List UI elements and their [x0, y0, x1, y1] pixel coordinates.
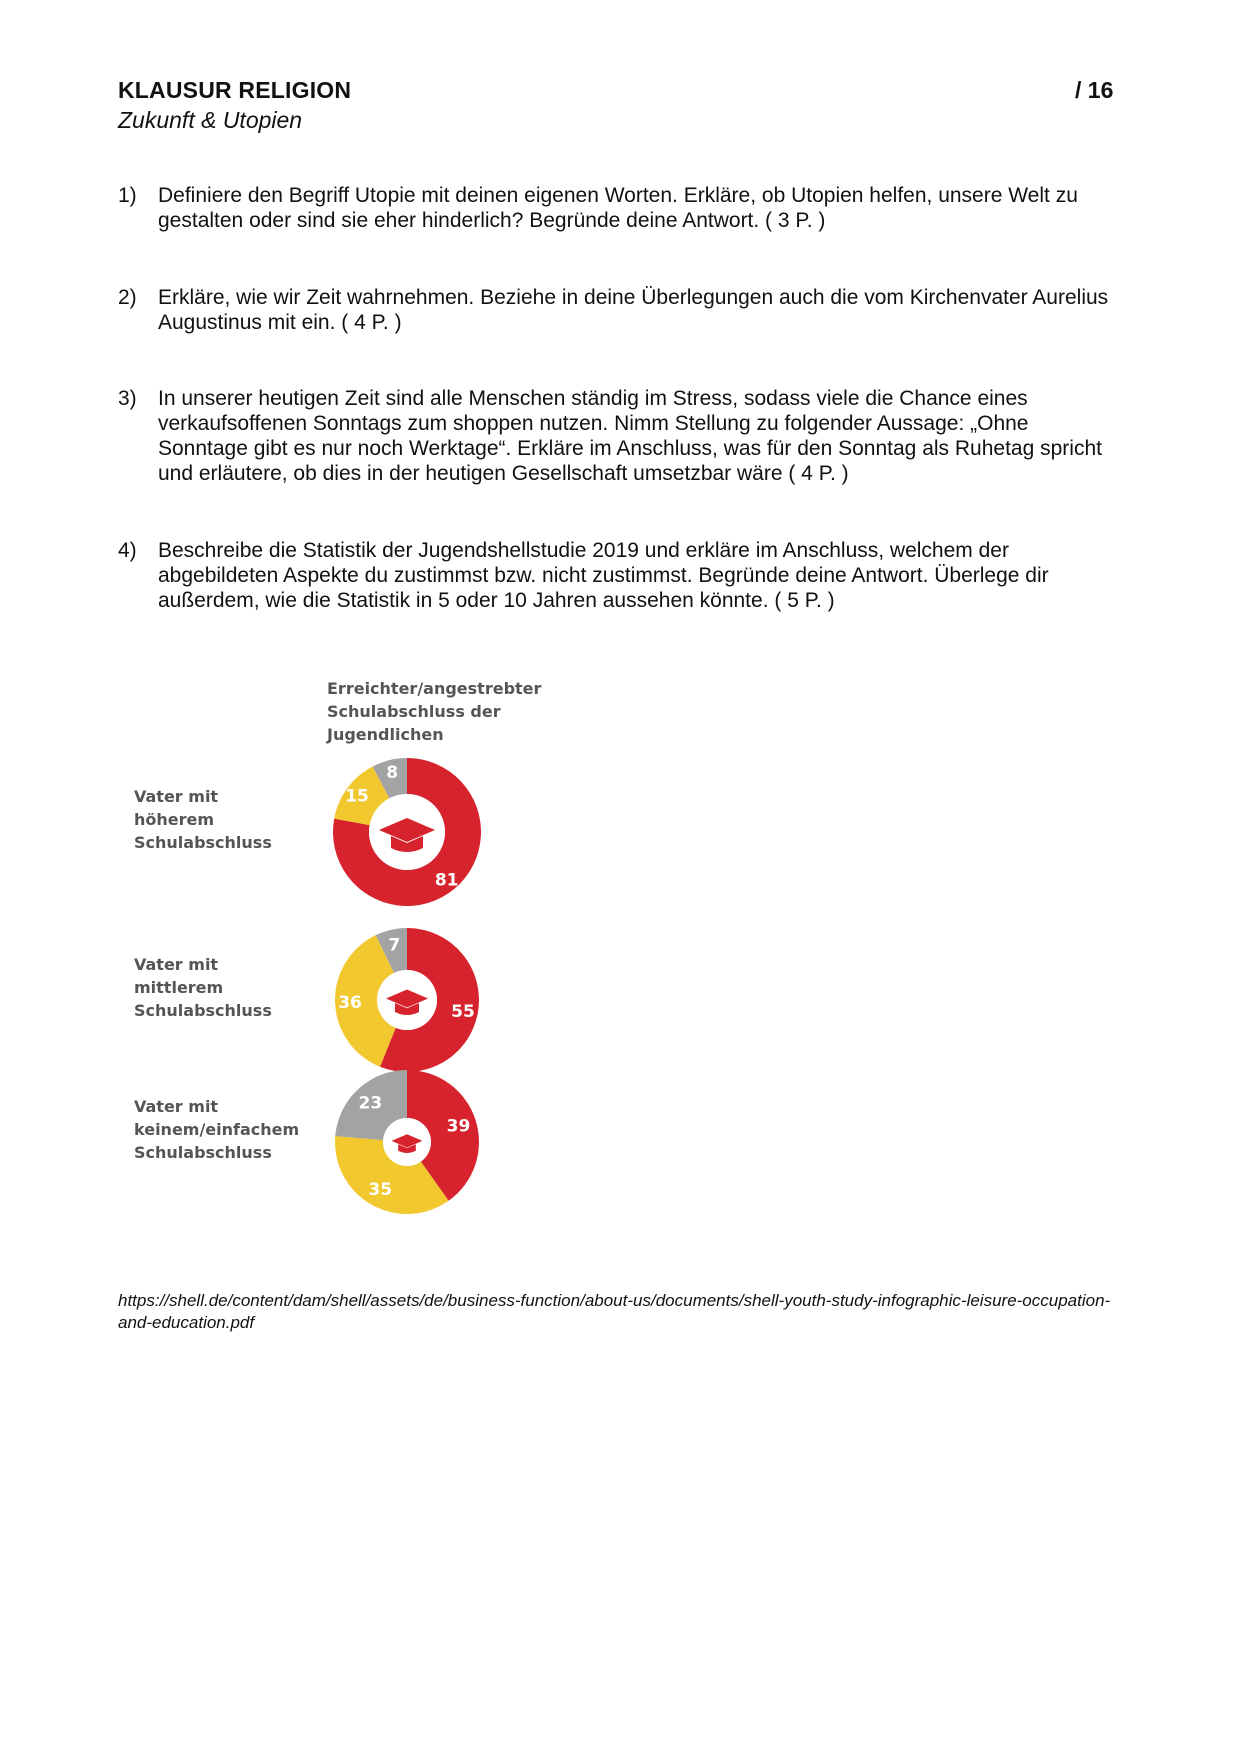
question-text: Erkläre, wie wir Zeit wahrnehmen. Beziehe in deine Überlegungen auch die vom Kirchenvater Aurelius Augustinus mit ein. ( 4 P. ) [158, 286, 1109, 334]
shell-study-infographic [120, 672, 580, 1272]
chart-row-label: keinem/einfachem [134, 1120, 300, 1139]
chart-title-line: Jugendlichen [327, 725, 444, 744]
question-number: 1) [118, 184, 137, 207]
question-text: Definiere den Begriff Utopie mit deinen eigenen Worten. Erkläre, ob Utopien helfen, unsere Welt zu gestalten oder sind sie eher hinderlich? Begründe deine Antwort. ( 3 P. ) [158, 184, 1078, 232]
question-1 [118, 183, 1118, 233]
slice-value-label: 15 [345, 786, 369, 807]
page-title: KLAUSUR RELIGION [118, 77, 352, 103]
slice-value-label: 39 [446, 1116, 471, 1137]
question-number: 2) [118, 286, 137, 309]
chart-title-line: Schulabschluss der [327, 702, 501, 721]
slice-value-label: 35 [368, 1179, 393, 1200]
slice-value-label: 7 [388, 935, 401, 956]
source-link[interactable]: https://shell.de/content/dam/shell/assets/de/business-function/about-us/documents/shell-youth-study-infographic-leisure-occupation-and-education.pdf [118, 1291, 1111, 1332]
question-3 [118, 386, 1118, 486]
chart-row-label: höherem [134, 810, 215, 829]
chart-row-label: Vater mit [134, 1097, 219, 1116]
chart-row-label: Vater mit [134, 955, 219, 974]
slice-value-label: 8 [386, 762, 399, 783]
chart-row-label: Schulabschluss [134, 1001, 272, 1020]
chart-row-label: Schulabschluss [134, 833, 272, 852]
question-number: 4) [118, 539, 137, 562]
question-2 [118, 285, 1118, 335]
chart-title-line: Erreichter/angestrebter [327, 679, 542, 698]
question-4 [118, 538, 1118, 613]
page-subtitle: Zukunft & Utopien [118, 107, 303, 133]
chart-row-label: Schulabschluss [134, 1143, 272, 1162]
total-points: / 16 [1075, 77, 1114, 103]
question-text: In unserer heutigen Zeit sind alle Menschen ständig im Stress, sodass viele die Chance eines verkaufsoffenen Sonntags zum shoppen nutzen. Nimm Stellung zu folgender Aussage: „Ohne Sonntage gibt es nur noch Werktage“. Erkläre im Anschluss, was für den Sonntag als Ruhetag spricht und erläutere, ob dies in der heutigen Gesellschaft umsetzbar wäre ( 4 P. ) [158, 387, 1102, 485]
slice-value-label: 36 [338, 992, 362, 1013]
question-text: Beschreibe die Statistik der Jugendshellstudie 2019 und erkläre im Anschluss, welchem der abgebildeten Aspekte du zustimmst bzw. nicht zustimmst. Begründe deine Antwort. Überlege dir außerdem, wie die Statistik in 5 oder 10 Jahren aussehen könnte. ( 5 P. ) [158, 539, 1049, 612]
chart-row-label: mittlerem [134, 978, 224, 997]
slice-value-label: 81 [434, 870, 459, 891]
chart-row-label: Vater mit [134, 787, 219, 806]
question-number: 3) [118, 387, 137, 410]
slice-value-label: 55 [451, 1001, 475, 1022]
donut-charts-svg [120, 672, 580, 1272]
slice-value-label: 23 [358, 1093, 383, 1114]
